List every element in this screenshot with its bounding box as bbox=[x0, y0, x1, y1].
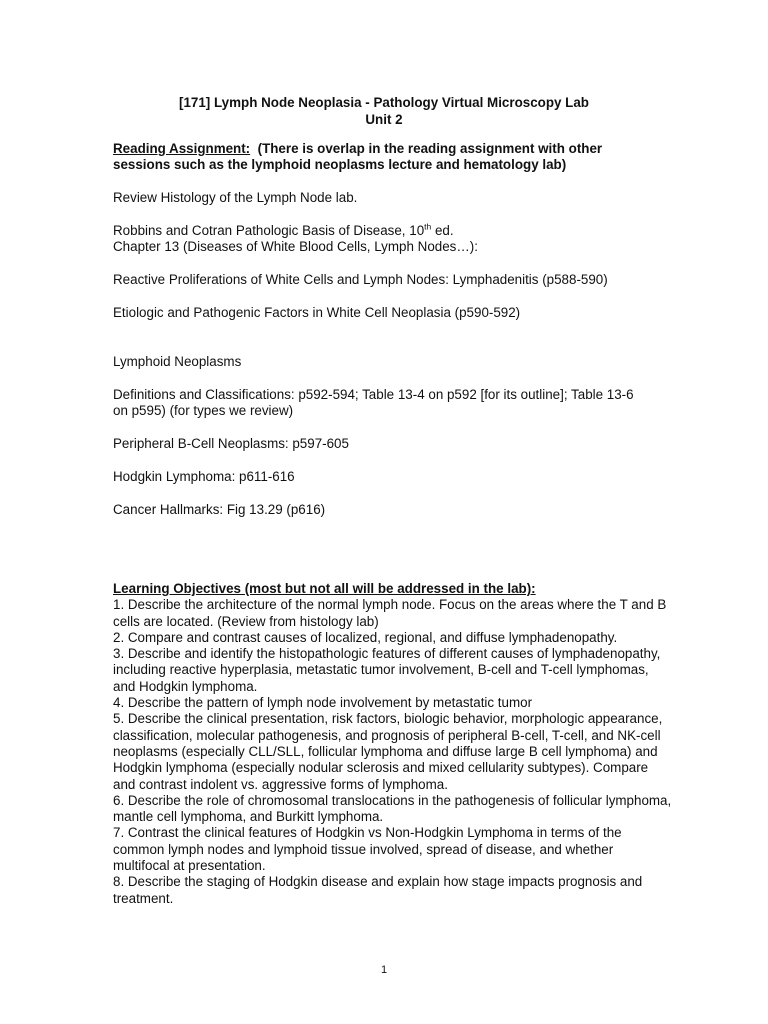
edition-superscript: th bbox=[424, 221, 432, 232]
reading-item-definitions: Definitions and Classifications: p592-594; Table 13-4 on p592 [for its outline]; Table 13-6 bbox=[113, 387, 634, 402]
textbook-reference bbox=[113, 223, 673, 239]
reading-item-hodgkin: Hodgkin Lymphoma: p611-616 bbox=[113, 469, 295, 484]
objective-item: 1. Describe the architecture of the normal lymph node. Focus on the areas where the T and B cells are located. (Review from histology lab) bbox=[113, 597, 667, 629]
section-lymphoid-neoplasms: Lymphoid Neoplasms bbox=[113, 354, 242, 369]
objective-item: 6. Describe the role of chromosomal translocations in the pathogenesis of follicular lymphoma, mantle cell lymphoma, and Burkitt lymphoma. bbox=[113, 792, 672, 825]
objective-item: 8. Describe the staging of Hodgkin disease and explain how stage impacts prognosis and treatment. bbox=[113, 874, 643, 906]
objective-item: 7. Contrast the clinical features of Hodgkin vs Non-Hodgkin Lymphoma in terms of the common lymph nodes and lymphoid tissue involved, spread of disease, and whether multifocal at presentation. bbox=[113, 825, 622, 874]
reading-item-etiologic: Etiologic and Pathogenic Factors in White Cell Neoplasia (p590-592) bbox=[113, 305, 521, 320]
objective-item: 3. Describe and identify the histopathologic features of different causes of lymphadenopathy, including reactive hyperplasia, metastatic tumor involvement, B-cell and T-cell lymphomas, and Hodgkin lymphoma. bbox=[113, 646, 661, 694]
document-title: [171] Lymph Node Neoplasia - Pathology Virtual Microscopy Lab bbox=[179, 95, 589, 110]
reading-item-reactive: Reactive Proliferations of White Cells and Lymph Nodes: Lymphadenitis (p588-590) bbox=[113, 272, 608, 287]
page-number: 1 bbox=[380, 964, 388, 976]
reading-assignment-note: (There is overlap in the reading assignment with other bbox=[257, 141, 603, 156]
reading-item-peripheral: Peripheral B-Cell Neoplasms: p597-605 bbox=[113, 436, 349, 451]
reading-assignment-label: Reading Assignment: bbox=[113, 141, 251, 156]
objective-item: 4. Describe the pattern of lymph node involvement by metastatic tumor bbox=[113, 695, 533, 711]
learning-objectives-list bbox=[113, 597, 673, 907]
reading-assignment-heading bbox=[113, 141, 673, 157]
textbook-edition: ed. bbox=[431, 223, 454, 238]
review-histology-text: Review Histology of the Lymph Node lab. bbox=[113, 190, 358, 205]
learning-objectives-heading: Learning Objectives (most but not all will be addressed in the lab): bbox=[113, 581, 536, 596]
objective-item: 2. Compare and contrast causes of localized, regional, and diffuse lymphadenopathy. bbox=[113, 629, 618, 645]
objective-item: 5. Describe the clinical presentation, risk factors, biologic behavior, morphologic appearance, classification, molecular pathogenesis, and prognosis of peripheral B-cell, T-cell, and NK-cell neoplasms (especially CLL/SLL, follicular lymphoma and diffuse large B cell lymphoma) and Hodgkin lymphoma (especially nodular sclerosis and mixed cellularity subtypes). Compare and contrast indolent vs. aggressive forms of lymphoma. bbox=[113, 711, 663, 792]
reading-item-hallmarks: Cancer Hallmarks: Fig 13.29 (p616) bbox=[113, 502, 326, 517]
document-unit: Unit 2 bbox=[365, 112, 403, 127]
document-header bbox=[112, 94, 656, 128]
textbook-title: Robbins and Cotran Pathologic Basis of Disease, 10 bbox=[113, 223, 425, 238]
chapter-reference: Chapter 13 (Diseases of White Blood Cells, Lymph Nodes…): bbox=[113, 239, 478, 254]
reading-assignment-note-line2: sessions such as the lymphoid neoplasms lecture and hematology lab) bbox=[113, 157, 567, 172]
learning-objectives bbox=[113, 581, 673, 907]
reading-item-definitions-line2: on p595) (for types we review) bbox=[113, 403, 294, 418]
